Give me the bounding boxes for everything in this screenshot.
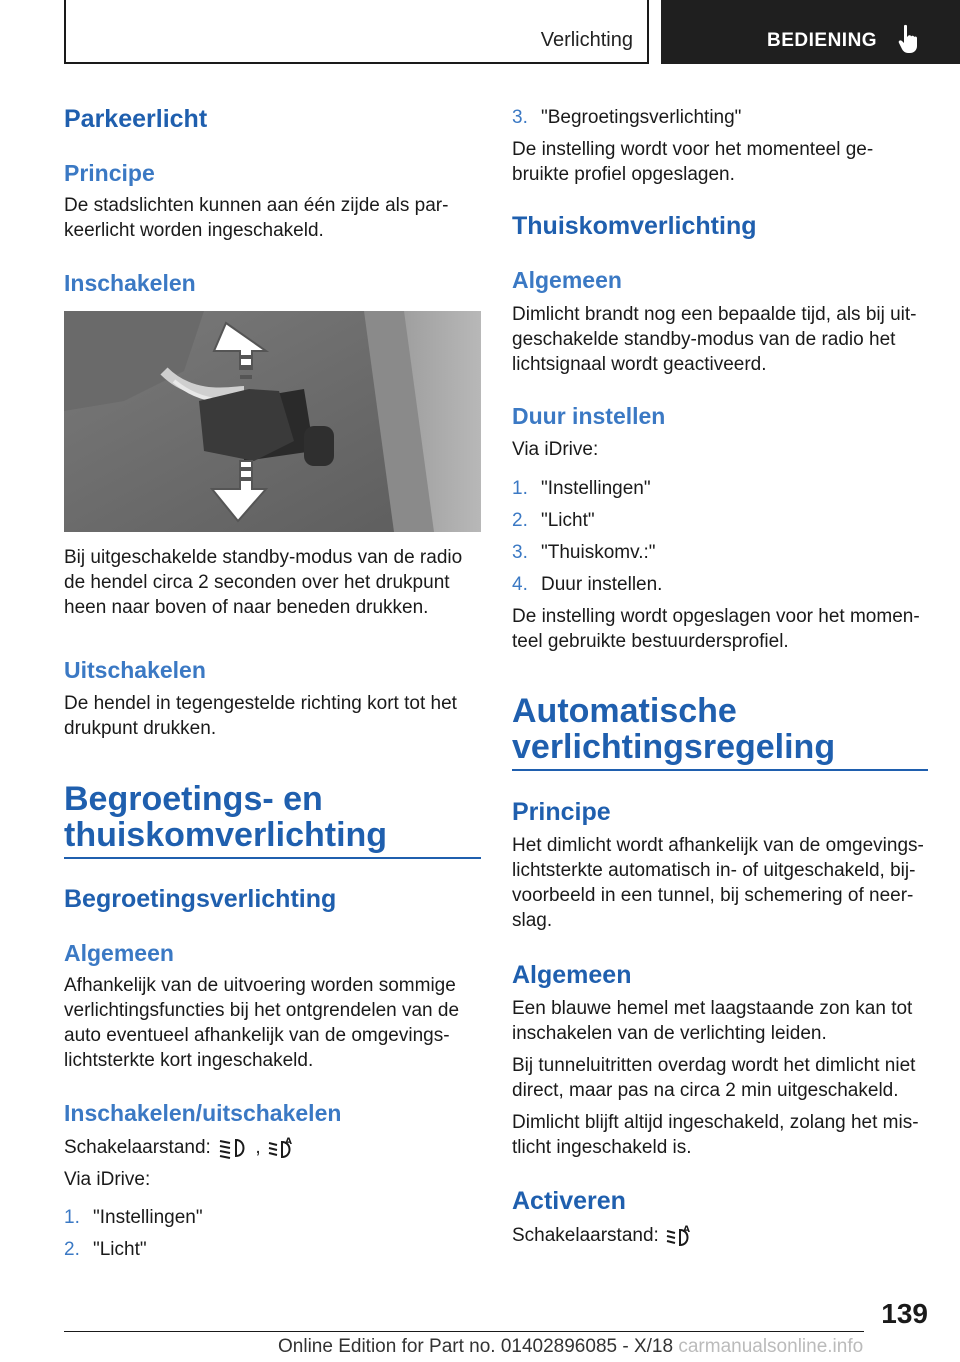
insch-uitsch-heading: Inschakelen/uitschakelen xyxy=(64,1100,342,1126)
algemeen-text-line: lichtsterkte kort ingeschakeld. xyxy=(64,1050,314,1071)
inschakelen-text-line: de hendel circa 2 seconden over het drukpunt xyxy=(64,572,450,593)
thuiskomverlichting-heading: Thuiskomverlichting xyxy=(512,212,757,240)
algemeen-heading: Algemeen xyxy=(64,940,174,966)
lever-photo xyxy=(64,311,481,532)
parkeerlicht-heading: Parkeerlicht xyxy=(64,105,208,133)
list-item-number: 3. xyxy=(512,107,528,128)
via-idrive-label: Via iDrive: xyxy=(64,1169,151,1190)
duur-instellen-heading: Duur instellen xyxy=(512,403,666,429)
begroetings-heading-line: thuiskomverlichting xyxy=(64,816,388,854)
begroetings-heading-line: Begroetings- en xyxy=(64,780,323,818)
chapter-tab xyxy=(661,0,960,64)
footer-rule xyxy=(64,1331,864,1332)
algemeen-text-line: Afhankelijk van de uitvoering worden sommige xyxy=(64,975,456,996)
watermark-text: carmanualsonline.info xyxy=(678,1336,864,1357)
inschakelen-text-line: heen naar boven of naar beneden drukken. xyxy=(64,597,429,618)
chapter-tab-label: BEDIENING xyxy=(767,30,878,51)
principe-text-line: voorbeeld in een tunnel, bij schemering of neer- xyxy=(512,885,914,906)
saved-text-line: De instelling wordt voor het momenteel ge- xyxy=(512,139,874,160)
list-item-number: 2. xyxy=(512,510,528,531)
duur-saved-text-line: teel gebruikte bestuurdersprofiel. xyxy=(512,631,789,652)
automatische-heading-line: Automatische xyxy=(512,692,737,730)
algemeen-text-line: geschakelde standby-modus van de radio het xyxy=(512,329,896,350)
algemeen-text-line: verlichtingsfuncties bij het ontgrendelen van de xyxy=(64,1000,460,1021)
activeren-heading: Activeren xyxy=(512,1187,626,1215)
algemeen-text-line: Dimlicht blijft altijd ingeschakeld, zolang het mis- xyxy=(512,1112,919,1133)
svg-text:A: A xyxy=(284,1136,292,1147)
auto-light-icon xyxy=(664,1224,694,1248)
low-beam-icon xyxy=(216,1137,250,1159)
section-title: Verlichting xyxy=(540,29,633,51)
list-item-text: "Thuiskomv.:" xyxy=(541,542,656,563)
list-item-text: "Begroetingsverlichting" xyxy=(541,107,742,128)
uitschakelen-text-line: De hendel in tegengestelde richting kort tot het xyxy=(64,693,457,714)
algemeen-text-line: Bij tunneluitritten overdag wordt het dimlicht niet xyxy=(512,1055,916,1076)
header-section-box xyxy=(64,0,649,64)
algemeen-text-line: Dimlicht brandt nog een bepaalde tijd, als bij uit- xyxy=(512,304,917,325)
algemeen-text-line: Een blauwe hemel met laagstaande zon kan tot xyxy=(512,998,913,1019)
list-item-text: "Instellingen" xyxy=(93,1207,203,1228)
algemeen-text-line: lichtsignaal wordt geactiveerd. xyxy=(512,354,767,375)
pointing-hand-icon xyxy=(897,24,921,54)
heading-rule xyxy=(64,857,481,859)
auto-light-icon xyxy=(266,1136,296,1160)
principe-heading: Principe xyxy=(64,160,155,186)
automatische-heading-line: verlichtingsregeling xyxy=(512,728,836,766)
inschakelen-heading: Inschakelen xyxy=(64,270,196,296)
list-item-number: 2. xyxy=(64,1239,80,1260)
duur-saved-text-line: De instelling wordt opgeslagen voor het momen- xyxy=(512,606,920,627)
list-item-number: 1. xyxy=(512,478,528,499)
uitschakelen-text-line: drukpunt drukken. xyxy=(64,718,217,739)
principe-text-line: slag. xyxy=(512,910,553,931)
schakelaarstand-label: Schakelaarstand: xyxy=(64,1137,211,1158)
activeren-label: Schakelaarstand: xyxy=(512,1225,659,1246)
heading-rule xyxy=(512,769,928,771)
list-item-text: "Licht" xyxy=(541,510,595,531)
list-item-text: "Licht" xyxy=(93,1239,147,1260)
principe-text-line: lichtsterkte automatisch in- of uitgeschakeld, bij- xyxy=(512,860,916,881)
svg-text:A: A xyxy=(683,1224,691,1235)
page-number: 139 xyxy=(881,1298,928,1329)
algemeen-text-line: inschakelen van de verlichting leiden. xyxy=(512,1023,827,1044)
schakelaarstand-line xyxy=(64,1135,296,1160)
algemeen-heading: Algemeen xyxy=(512,267,622,293)
edition-text: Online Edition for Part no. 01402896085 - X/18 xyxy=(278,1336,674,1357)
uitschakelen-heading: Uitschakelen xyxy=(64,657,206,683)
via-idrive-label: Via iDrive: xyxy=(512,439,599,460)
principe-text-line: keerlicht worden ingeschakeld. xyxy=(64,220,324,241)
algemeen-text-line: tlicht ingeschakeld is. xyxy=(512,1137,692,1158)
principe-text-line: Het dimlicht wordt afhankelijk van de omgevings- xyxy=(512,835,924,856)
begroetingsverlichting-heading: Begroetingsverlichting xyxy=(64,885,337,913)
activeren-line xyxy=(512,1223,694,1248)
list-item-text: Duur instellen. xyxy=(541,574,663,595)
principe-text-line: De stadslichten kunnen aan één zijde als par- xyxy=(64,195,449,216)
list-item-number: 4. xyxy=(512,574,528,595)
list-item-number: 1. xyxy=(64,1207,80,1228)
algemeen-heading: Algemeen xyxy=(512,961,632,989)
algemeen-text-line: direct, maar pas na circa 2 min uitgeschakeld. xyxy=(512,1080,899,1101)
footer-edition xyxy=(278,1336,863,1358)
schakelaarstand-separator: , xyxy=(255,1137,261,1158)
list-item-number: 3. xyxy=(512,542,528,563)
principe-heading: Principe xyxy=(512,798,611,826)
inschakelen-text-line: Bij uitgeschakelde standby-modus van de radio xyxy=(64,547,463,568)
list-item-text: "Instellingen" xyxy=(541,478,651,499)
saved-text-line: bruikte profiel opgeslagen. xyxy=(512,164,735,185)
algemeen-text-line: auto eventueel afhankelijk van de omgevings- xyxy=(64,1025,450,1046)
